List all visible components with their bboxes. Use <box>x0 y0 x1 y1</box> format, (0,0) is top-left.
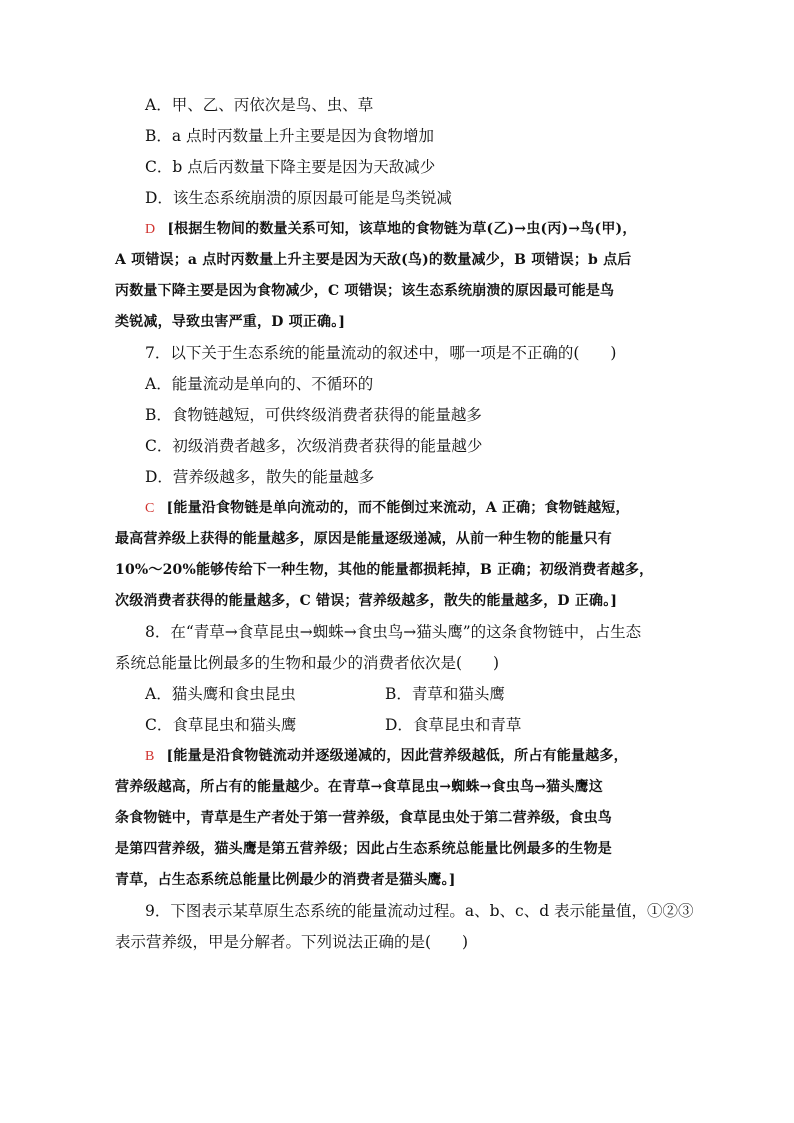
q7-answer-line-3: 10%～20%能够传给下一种生物，其他的能量都损耗掉，B 正确；初级消费者越多， <box>115 562 654 578</box>
q8-answer-line-4: 是第四营养级，猫头鹰是第五营养级；因此占生态系统总能量比例最多的生物是 <box>115 841 612 857</box>
q8-answer-line-3: 条食物链中，青草是生产者处于第一营养级，食草昆虫处于第二营养级，食虫鸟 <box>115 810 612 826</box>
q8-answer-line-2: 营养级越高，所占有的能量越少。在青草→食草昆虫→蜘蛛→食虫鸟→猫头鹰这 <box>115 779 603 795</box>
q6-option-b: B．a 点时丙数量上升主要是因为食物增加 <box>145 127 435 145</box>
q8-options-row-2 <box>115 710 685 741</box>
q8-answer-line-5: 青草，占生态系统总能量比例最少的消费者是猫头鹰。] <box>115 872 456 888</box>
q8-stem-line-1: 8．在“青草→食草昆虫→蜘蛛→食虫鸟→猫头鹰”的这条食物链中，占生态 <box>145 623 642 641</box>
q8-answer-key: B <box>145 749 155 764</box>
q9-stem-line-1: 9．下图表示某草原生态系统的能量流动过程。a、b、c、d 表示能量值，①②③ <box>145 902 694 920</box>
q9-stem-line-2: 表示营养级，甲是分解者。下列说法正确的是( ) <box>115 933 469 951</box>
q8-answer-line-1 <box>115 741 685 772</box>
q7-stem: 7．以下关于生态系统的能量流动的叙述中，哪一项是不正确的( ) <box>145 344 617 362</box>
q8-stem-line-2: 系统总能量比例最多的生物和最少的消费者依次是( ) <box>115 654 500 672</box>
q7-option-c: C．初级消费者越多，次级消费者获得的能量越少 <box>145 437 483 455</box>
q8-option-a: A．猫头鹰和食虫昆虫 <box>145 685 296 703</box>
q7-option-b: B．食物链越短，可供终级消费者获得的能量越多 <box>145 406 482 424</box>
q8-options-row-1 <box>115 679 685 710</box>
q6-answer-text-1: [根据生物间的数量关系可知，该草地的食物链为草(乙)→虫(丙)→鸟(甲)， <box>167 221 637 237</box>
q6-answer-line-3: 丙数量下降主要是因为食物减少，C 项错误；该生态系统崩溃的原因最可能是鸟 <box>115 283 615 299</box>
q6-answer-line-4: 类锐减，导致虫害严重，D 项正确。] <box>115 314 346 330</box>
q6-option-d: D．该生态系统崩溃的原因最可能是鸟类锐减 <box>145 189 452 207</box>
q8-option-c: C．食草昆虫和猫头鹰 <box>145 716 297 734</box>
q8-option-b: B．青草和猫头鹰 <box>385 685 505 703</box>
q6-option-a: A．甲、乙、丙依次是鸟、虫、草 <box>145 96 374 114</box>
q8-answer-text-1: [能量是沿食物链流动并逐级递减的，因此营养级越低，所占有能量越多， <box>166 748 628 764</box>
page-content <box>115 90 694 958</box>
q7-option-d: D．营养级越多，散失的能量越多 <box>145 468 375 486</box>
q6-answer-line-1 <box>115 214 685 245</box>
q6-answer-line-2: A 项错误；a 点时丙数量上升主要是因为天敌(鸟)的数量减少，B 项错误；b 点后 <box>115 252 632 268</box>
q8-option-d: D．食草昆虫和青草 <box>385 716 522 734</box>
q7-option-a: A．能量流动是单向的、不循环的 <box>145 375 374 393</box>
q7-answer-key: C <box>145 501 155 516</box>
q6-option-c: C．b 点后丙数量下降主要是因为天敌减少 <box>145 158 436 176</box>
q7-answer-line-4: 次级消费者获得的能量越多，C 错误；营养级越多，散失的能量越多，D 正确。] <box>115 593 618 609</box>
q6-answer-key: D <box>145 222 156 237</box>
q7-answer-line-2: 最高营养级上获得的能量越多，原因是能量逐级递减，从前一种生物的能量只有 <box>115 531 612 547</box>
q7-answer-text-1: [能量沿食物链是单向流动的，而不能倒过来流动，A 正确；食物链越短， <box>166 500 630 516</box>
q7-answer-line-1 <box>115 493 685 524</box>
